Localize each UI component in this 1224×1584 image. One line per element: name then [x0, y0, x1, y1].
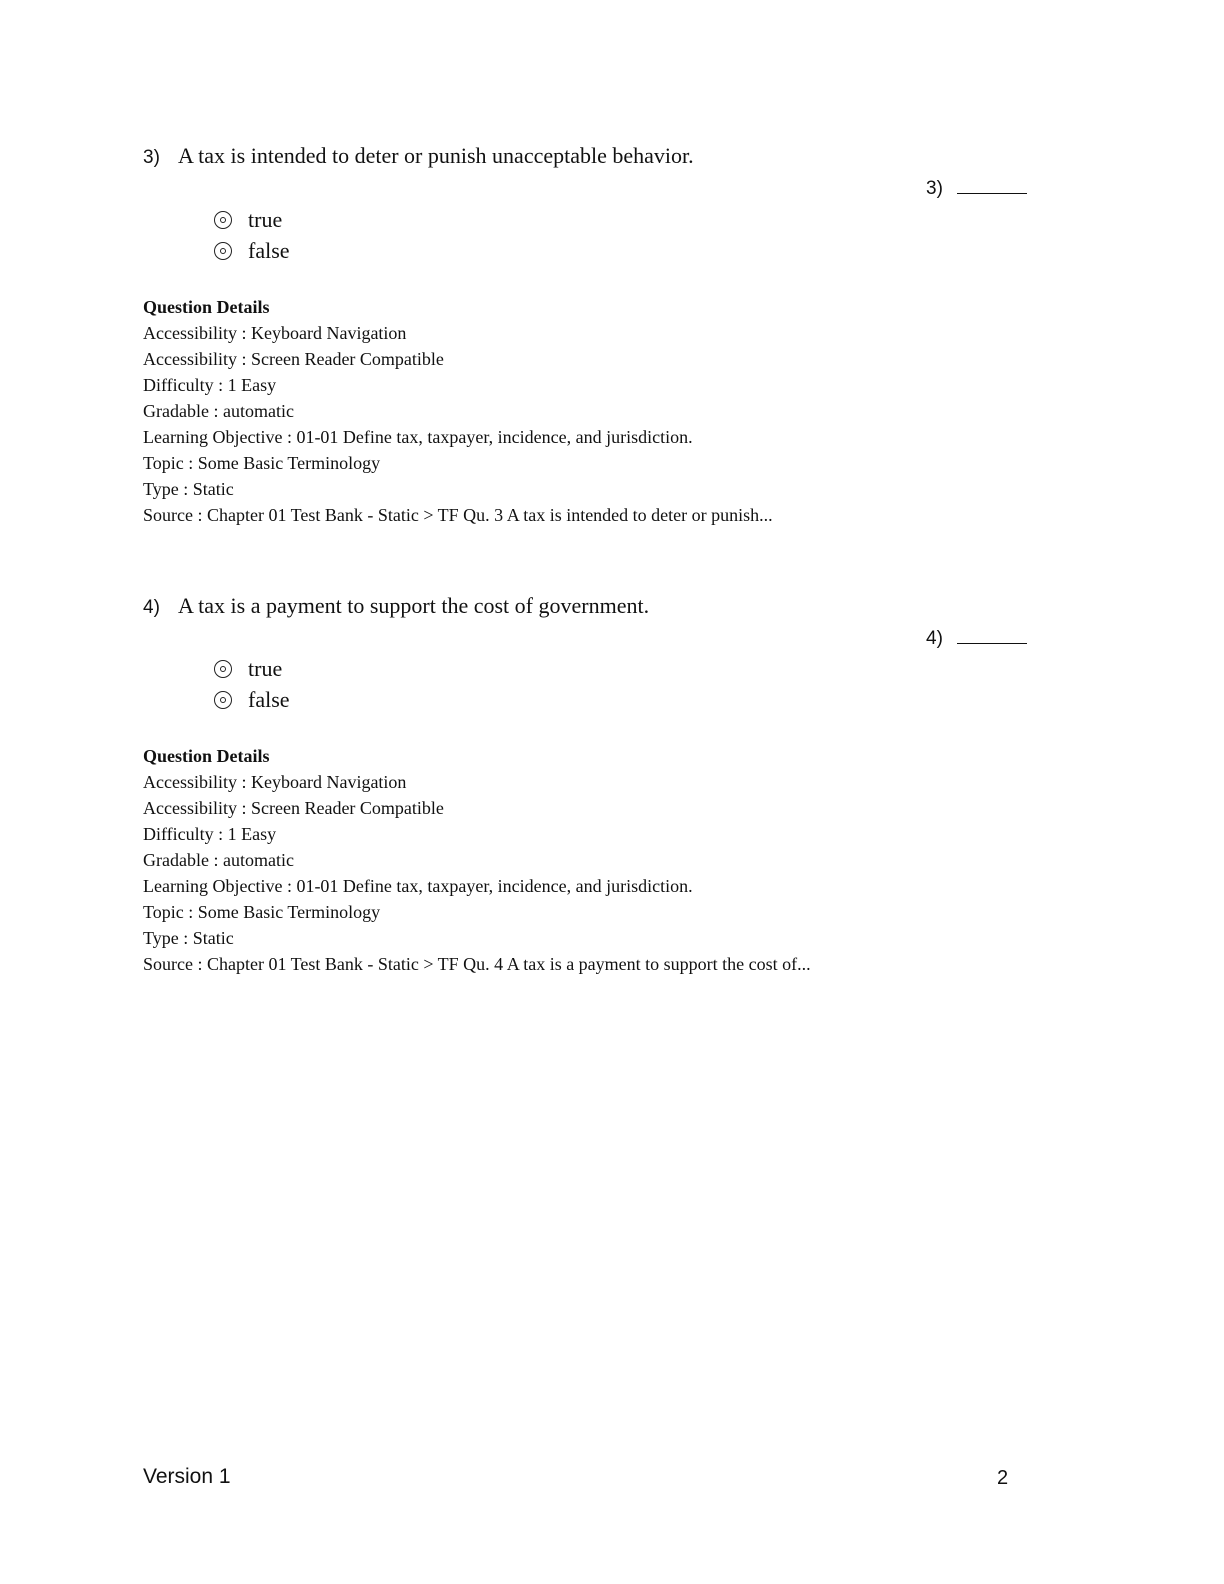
- detail-type: Type : Static: [143, 479, 234, 499]
- detail-accessibility-screen-reader: Accessibility : Screen Reader Compatible: [143, 798, 444, 818]
- detail-gradable: Gradable : automatic: [143, 850, 294, 870]
- radio-icon[interactable]: [214, 242, 232, 260]
- answer-label: 3): [926, 178, 943, 199]
- option-false[interactable]: [214, 238, 290, 264]
- option-label: true: [248, 207, 283, 232]
- answer-line[interactable]: [957, 631, 1027, 644]
- footer-version: Version 1: [143, 1465, 231, 1488]
- question-stem: [143, 593, 649, 619]
- detail-topic: Topic : Some Basic Terminology: [143, 902, 381, 922]
- option-label: false: [248, 238, 290, 263]
- detail-source: Source : Chapter 01 Test Bank - Static > TF Qu. 3 A tax is intended to deter or punish...: [143, 505, 773, 525]
- option-true[interactable]: [214, 656, 282, 682]
- radio-icon[interactable]: [214, 211, 232, 229]
- details-heading: Question Details: [143, 746, 270, 766]
- question-stem: [143, 143, 694, 169]
- option-label: true: [248, 656, 283, 681]
- detail-learning-objective: Learning Objective : 01-01 Define tax, taxpayer, incidence, and jurisdiction.: [143, 876, 693, 896]
- detail-accessibility-screen-reader: Accessibility : Screen Reader Compatible: [143, 349, 444, 369]
- page-number: 2: [997, 1467, 1009, 1489]
- detail-type: Type : Static: [143, 928, 234, 948]
- answer-line[interactable]: [957, 181, 1027, 194]
- detail-topic: Topic : Some Basic Terminology: [143, 453, 381, 473]
- question-number: 4): [143, 597, 160, 618]
- answer-blank[interactable]: [926, 178, 1027, 200]
- detail-difficulty: Difficulty : 1 Easy: [143, 375, 277, 395]
- detail-accessibility-keyboard: Accessibility : Keyboard Navigation: [143, 323, 407, 343]
- option-false[interactable]: [214, 687, 290, 713]
- question-details: [143, 294, 773, 528]
- radio-icon[interactable]: [214, 660, 232, 678]
- detail-difficulty: Difficulty : 1 Easy: [143, 824, 277, 844]
- answer-label: 4): [926, 628, 943, 649]
- detail-learning-objective: Learning Objective : 01-01 Define tax, taxpayer, incidence, and jurisdiction.: [143, 427, 693, 447]
- option-true[interactable]: [214, 207, 282, 233]
- details-heading: Question Details: [143, 297, 270, 317]
- radio-icon[interactable]: [214, 691, 232, 709]
- detail-gradable: Gradable : automatic: [143, 401, 294, 421]
- detail-source: Source : Chapter 01 Test Bank - Static > TF Qu. 4 A tax is a payment to support the cost of...: [143, 954, 811, 974]
- question-text: A tax is a payment to support the cost of government.: [178, 593, 650, 618]
- detail-accessibility-keyboard: Accessibility : Keyboard Navigation: [143, 772, 407, 792]
- answer-blank[interactable]: [926, 628, 1027, 650]
- option-label: false: [248, 687, 290, 712]
- question-text: A tax is intended to deter or punish unacceptable behavior.: [178, 143, 694, 168]
- question-details: [143, 743, 811, 977]
- question-number: 3): [143, 147, 160, 168]
